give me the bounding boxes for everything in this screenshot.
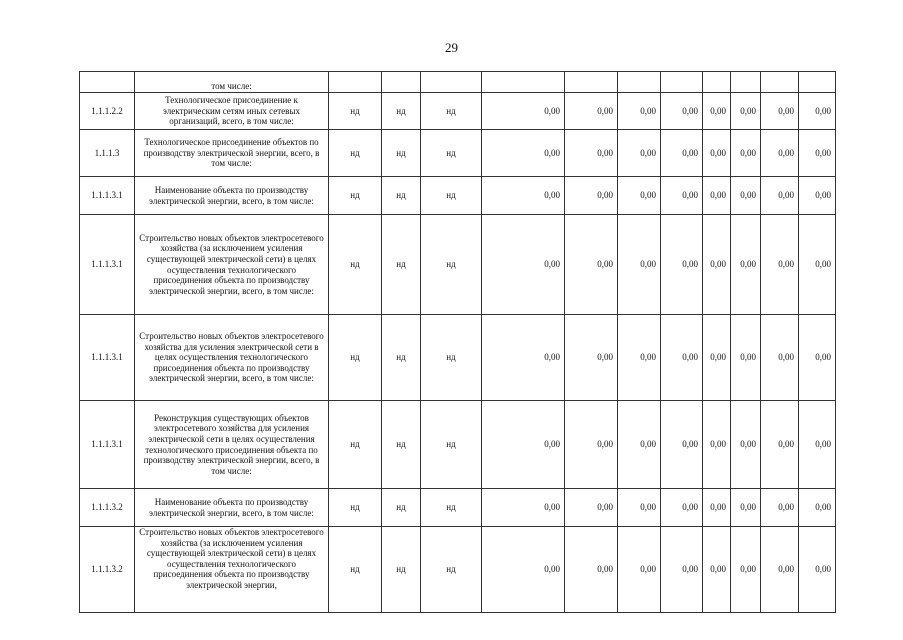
row-code: 1.1.1.3.2 — [80, 527, 135, 613]
value-cell: 0,00 — [482, 215, 565, 315]
value-cell — [661, 72, 703, 93]
value-cell — [618, 72, 661, 93]
row-code — [80, 72, 135, 93]
value-cell-nd — [382, 72, 421, 93]
value-cell: 0,00 — [661, 177, 703, 215]
value-cell: 0,00 — [731, 489, 761, 527]
row-name: том числе: — [211, 81, 252, 92]
value-cell: 0,00 — [799, 489, 836, 527]
value-cell: 0,00 — [661, 489, 703, 527]
value-cell: 0,00 — [703, 130, 731, 177]
value-cell-nd: нд — [329, 130, 382, 177]
value-cell: 0,00 — [565, 401, 618, 489]
value-cell-nd: нд — [329, 93, 382, 130]
value-cell: 0,00 — [661, 315, 703, 401]
value-cell: 0,00 — [661, 527, 703, 613]
value-cell: 0,00 — [618, 401, 661, 489]
value-cell: 0,00 — [618, 215, 661, 315]
value-cell: 0,00 — [482, 489, 565, 527]
value-cell-nd: нд — [421, 177, 482, 215]
value-cell: 0,00 — [565, 527, 618, 613]
value-cell — [703, 72, 731, 93]
row-name-cell — [135, 215, 329, 315]
value-cell: 0,00 — [482, 130, 565, 177]
value-cell: 0,00 — [703, 93, 731, 130]
row-name: Строительство новых объектов электросетевого хозяйства (за исключением усиления существующей электрической сети) в целях осуществления технологического присоединения объекта по производству электрической энергии, всего, в том числе: — [139, 232, 324, 296]
value-cell: 0,00 — [731, 177, 761, 215]
value-cell: 0,00 — [618, 527, 661, 613]
row-name-cell — [135, 130, 329, 177]
value-cell-nd: нд — [382, 93, 421, 130]
value-cell: 0,00 — [565, 177, 618, 215]
value-cell-nd: нд — [421, 315, 482, 401]
value-cell: 0,00 — [799, 527, 836, 613]
row-code: 1.1.1.3.1 — [80, 177, 135, 215]
value-cell: 0,00 — [482, 93, 565, 130]
page-number: 29 — [445, 40, 458, 55]
row-code: 1.1.1.2.2 — [80, 93, 135, 130]
value-cell: 0,00 — [761, 401, 799, 489]
value-cell: 0,00 — [703, 527, 731, 613]
value-cell: 0,00 — [565, 489, 618, 527]
table-row — [80, 130, 836, 177]
value-cell-nd: нд — [382, 130, 421, 177]
value-cell: 0,00 — [482, 527, 565, 613]
table-row — [80, 215, 836, 315]
table-row — [80, 93, 836, 130]
value-cell — [482, 72, 565, 93]
value-cell-nd: нд — [421, 489, 482, 527]
value-cell-nd: нд — [382, 215, 421, 315]
value-cell-nd: нд — [382, 489, 421, 527]
value-cell: 0,00 — [482, 177, 565, 215]
value-cell: 0,00 — [731, 93, 761, 130]
row-code: 1.1.1.3.1 — [80, 215, 135, 315]
value-cell: 0,00 — [703, 215, 731, 315]
value-cell: 0,00 — [565, 93, 618, 130]
row-name: Технологическое присоединение объектов по производству электрической энергии, всего, в том числе: — [143, 137, 320, 169]
value-cell: 0,00 — [799, 177, 836, 215]
row-name-cell — [135, 72, 329, 93]
table-row — [80, 489, 836, 527]
value-cell-nd: нд — [329, 315, 382, 401]
row-name: Наименование объекта по производству электрической энергии, всего, в том числе: — [149, 184, 314, 206]
value-cell: 0,00 — [618, 489, 661, 527]
row-name-cell — [135, 177, 329, 215]
value-cell: 0,00 — [618, 177, 661, 215]
value-cell: 0,00 — [761, 527, 799, 613]
table-row — [80, 315, 836, 401]
value-cell: 0,00 — [761, 177, 799, 215]
table-row — [80, 527, 836, 613]
value-cell-nd: нд — [421, 130, 482, 177]
value-cell: 0,00 — [731, 215, 761, 315]
value-cell: 0,00 — [565, 215, 618, 315]
row-name-cell — [135, 315, 329, 401]
value-cell: 0,00 — [799, 93, 836, 130]
value-cell: 0,00 — [661, 93, 703, 130]
value-cell: 0,00 — [703, 401, 731, 489]
value-cell-nd — [421, 72, 482, 93]
row-name-cell — [135, 489, 329, 527]
value-cell: 0,00 — [482, 401, 565, 489]
value-cell-nd: нд — [329, 215, 382, 315]
value-cell: 0,00 — [618, 315, 661, 401]
value-cell: 0,00 — [482, 315, 565, 401]
value-cell: 0,00 — [703, 489, 731, 527]
row-name: Строительство новых объектов электросетевого хозяйства для усиления электрической сети в целях осуществления технологического присоединения объекта по производству электрической энергии, всего, в том числе: — [139, 331, 324, 384]
value-cell — [799, 72, 836, 93]
value-cell: 0,00 — [661, 130, 703, 177]
row-name-cell — [135, 527, 329, 613]
value-cell: 0,00 — [565, 130, 618, 177]
value-cell-nd: нд — [382, 401, 421, 489]
value-cell: 0,00 — [799, 401, 836, 489]
value-cell — [761, 72, 799, 93]
value-cell-nd: нд — [421, 215, 482, 315]
value-cell: 0,00 — [799, 215, 836, 315]
row-name: Реконструкция существующих объектов электросетевого хозяйства для усиления электрической сети в целях осуществления технологического присоединения объекта по производству электрической энергии, всего, в том числе: — [143, 412, 320, 476]
value-cell-nd — [329, 72, 382, 93]
value-cell: 0,00 — [761, 315, 799, 401]
row-name: Строительство новых объектов электросетевого хозяйства (за исключением усиления существующей электрической сети) в целях осуществления технологического присоединения объекта по производству электрической энергии, — [139, 527, 324, 590]
value-cell: 0,00 — [731, 401, 761, 489]
value-cell: 0,00 — [661, 215, 703, 315]
value-cell: 0,00 — [661, 401, 703, 489]
table-row — [80, 401, 836, 489]
row-code: 1.1.1.3 — [80, 130, 135, 177]
value-cell-nd: нд — [329, 401, 382, 489]
value-cell-nd: нд — [421, 401, 482, 489]
value-cell-nd: нд — [421, 93, 482, 130]
value-cell — [731, 72, 761, 93]
row-name-cell — [135, 93, 329, 130]
value-cell — [565, 72, 618, 93]
value-cell: 0,00 — [761, 489, 799, 527]
value-cell: 0,00 — [731, 315, 761, 401]
investment-table — [79, 71, 836, 613]
row-code: 1.1.1.3.2 — [80, 489, 135, 527]
row-code: 1.1.1.3.1 — [80, 315, 135, 401]
value-cell: 0,00 — [731, 527, 761, 613]
row-name: Технологическое присоединение к электрическим сетям иных сетевых организаций, всего, в том числе: — [163, 95, 300, 127]
value-cell: 0,00 — [761, 93, 799, 130]
value-cell: 0,00 — [703, 315, 731, 401]
value-cell-nd: нд — [329, 177, 382, 215]
row-name-cell — [135, 401, 329, 489]
table-row — [80, 72, 836, 93]
value-cell-nd: нд — [329, 527, 382, 613]
value-cell-nd: нд — [382, 177, 421, 215]
value-cell: 0,00 — [618, 93, 661, 130]
value-cell: 0,00 — [761, 215, 799, 315]
value-cell: 0,00 — [799, 130, 836, 177]
row-code: 1.1.1.3.1 — [80, 401, 135, 489]
value-cell-nd: нд — [382, 527, 421, 613]
value-cell-nd: нд — [382, 315, 421, 401]
value-cell: 0,00 — [618, 130, 661, 177]
value-cell: 0,00 — [731, 130, 761, 177]
value-cell: 0,00 — [565, 315, 618, 401]
table-row — [80, 177, 836, 215]
row-name: Наименование объекта по производству электрической энергии, всего, в том числе: — [149, 496, 314, 518]
value-cell: 0,00 — [799, 315, 836, 401]
value-cell: 0,00 — [761, 130, 799, 177]
value-cell-nd: нд — [421, 527, 482, 613]
value-cell: 0,00 — [703, 177, 731, 215]
value-cell-nd: нд — [329, 489, 382, 527]
